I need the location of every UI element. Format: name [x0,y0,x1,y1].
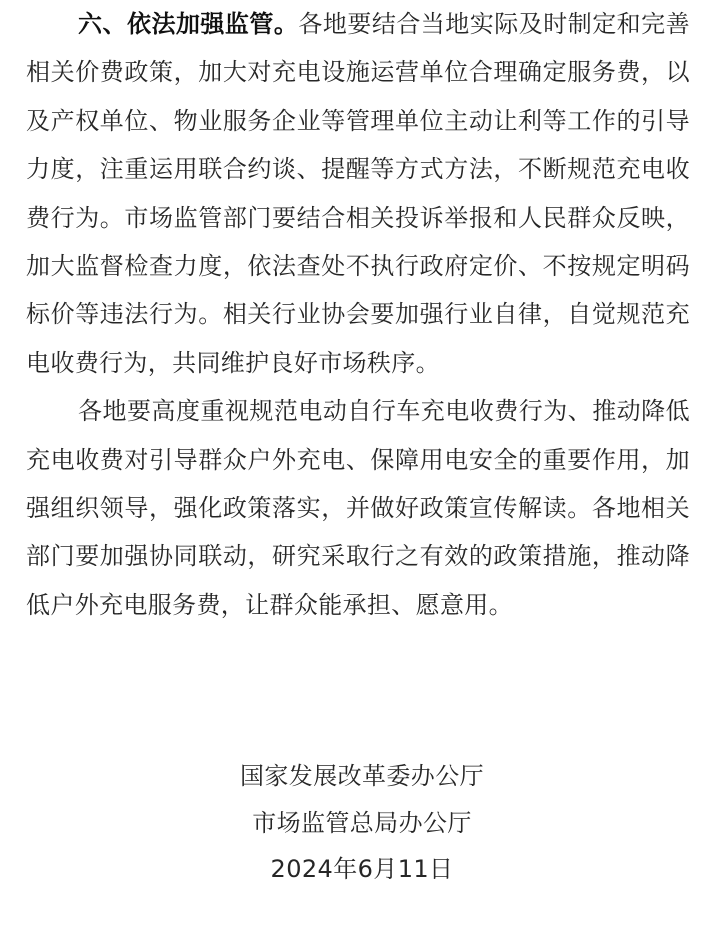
signature-block [0,753,716,893]
section-six-paragraph [26,0,690,387]
closing-paragraph: 各地要高度重视规范电动自行车充电收费行为、推动降低充电收费对引导群众户外充电、保障用电安全的重要作用，加强组织领导，强化政策落实，并做好政策宣传解读。各地相关部门要加强协同联动，研究采取行之有效的政策措施，推动降低户外充电服务费，让群众能承担、愿意用。 [26,397,690,619]
document-body [26,0,690,629]
issuer-samr-office: 市场监管总局办公厅 [252,808,472,837]
issuer-ndrc-office: 国家发展改革委办公厅 [240,762,484,790]
section-six-body: 各地要结合当地实际及时制定和完善相关价费政策，加大对充电设施运营单位合理确定服务费，以及产权单位、物业服务企业等管理单位主动让利等工作的引导力度，注重运用联合约谈、提醒等方式方法，不断规范充电收费行为。市场监管部门要结合相关投诉举报和人民群众反映，加大监督检查力度，依法查处不执行政府定价、不按规定明码标价等违法行为。相关行业协会要加强行业自律，自觉规范充电收费行为，共同维护良好市场秩序。 [26,10,690,377]
issue-date: 2024年6月11日 [270,855,454,883]
section-six-heading: 六、依法加强监管。 [78,10,299,38]
